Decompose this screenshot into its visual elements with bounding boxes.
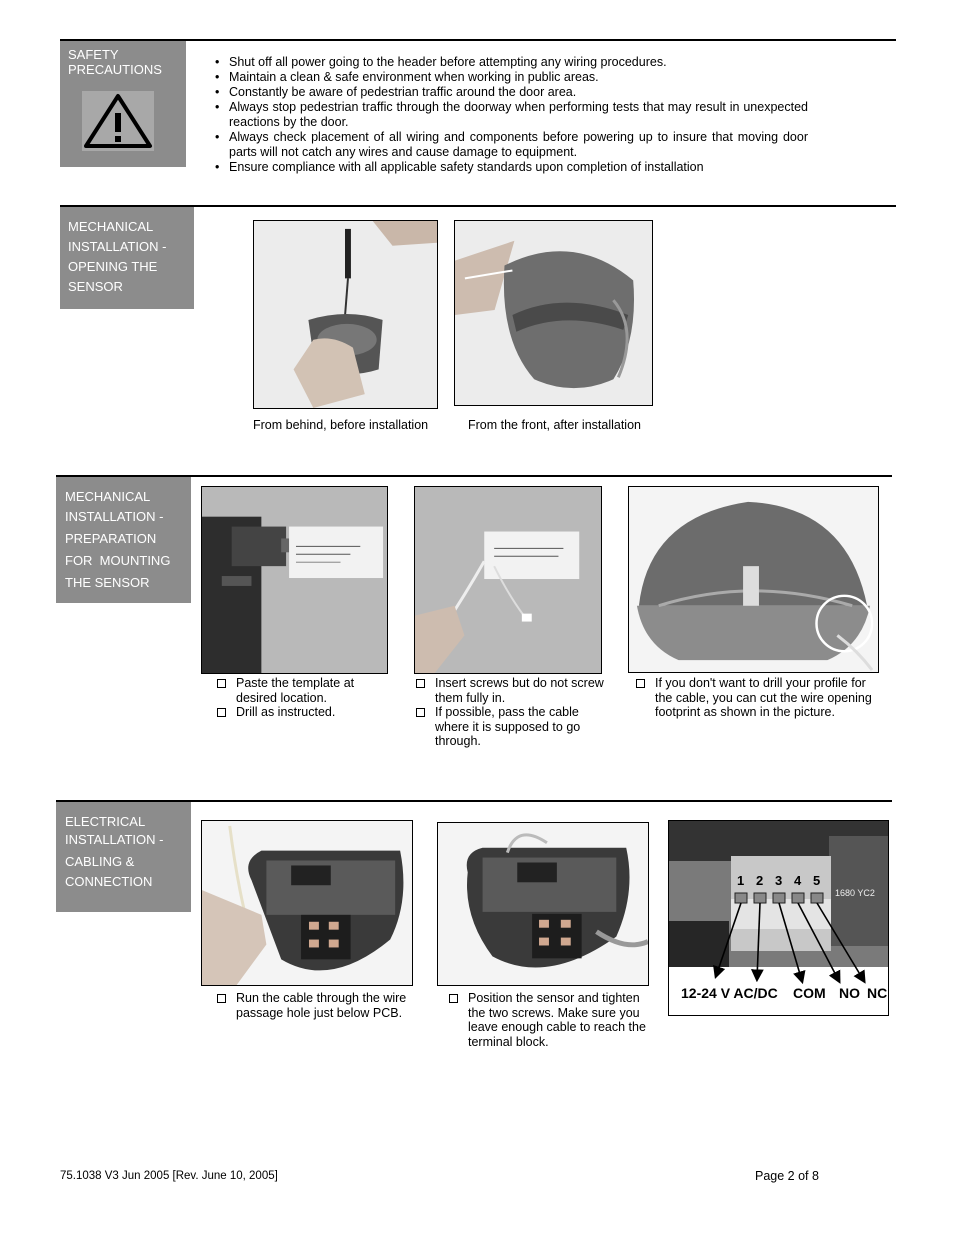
list-item: Paste the template at desired location. (215, 676, 365, 705)
heading-line: FOR MOUNTING (65, 553, 171, 568)
terminal-number: 1 (737, 873, 745, 888)
photo-wire-opening (628, 486, 879, 673)
list-item: Insert screws but do not screw them fully in. (414, 676, 609, 705)
photo-sensor-behind (253, 220, 438, 409)
heading-line: ELECTRICAL (65, 814, 146, 829)
heading-line: OPENING THE (68, 259, 158, 274)
list-item: • Maintain a clean & safe environment when working in public areas. (212, 70, 808, 85)
caption-behind: From behind, before installation (253, 418, 429, 432)
list-item: • Always check placement of all wiring and components before powering up to insure that moving door parts will not catch any wires and cause damage to equipment. (212, 130, 808, 160)
list-item: • Constantly be aware of pedestrian traffic around the door area. (212, 85, 808, 100)
list-item: If you don't want to drill your profile for the cable, you can cut the wire opening footprint as shown in the picture. (634, 676, 874, 720)
opening-heading (60, 207, 194, 309)
prep-steps-3 (634, 676, 874, 720)
terminal-number: 2 (756, 873, 764, 888)
list-item: • Ensure compliance with all applicable safety standards upon completion of installation (212, 160, 808, 175)
terminal-number: 5 (813, 873, 821, 888)
preparation-heading (56, 477, 191, 603)
photo-sensor-front (454, 220, 653, 406)
prep-steps-1 (215, 676, 365, 720)
list-item: Run the cable through the wire passage hole just below PCB. (215, 991, 410, 1020)
list-item: If possible, pass the cable where it is supposed to go through. (414, 705, 609, 749)
heading-line: PREPARATION (65, 531, 157, 546)
elec-steps-1 (215, 991, 410, 1020)
photo-screws (414, 486, 602, 674)
elec-steps-2 (447, 991, 652, 1049)
photo-sensor-position (437, 822, 649, 986)
prep-steps-2 (414, 676, 609, 749)
heading-line: MECHANICAL (68, 219, 154, 234)
list-item: Position the sensor and tighten the two screws. Make sure you leave enough cable to reach the terminal block. (447, 991, 652, 1049)
electrical-heading (56, 802, 191, 912)
list-item: Drill as instructed. (215, 705, 365, 720)
board-marking: 1680 YC2 (835, 888, 875, 898)
photo-drilling (201, 486, 388, 674)
heading-line: INSTALLATION - (65, 832, 164, 847)
heading-line: INSTALLATION - (65, 509, 164, 524)
list-item: • Always stop pedestrian traffic through the doorway when performing tests that may result in unexpected reactions by the door. (212, 100, 808, 130)
heading-line: MECHANICAL (65, 489, 151, 504)
footer-doc-id: 75.1038 V3 Jun 2005 [Rev. June 10, 2005] (60, 1170, 278, 1182)
list-item: • Shut off all power going to the header before attempting any wiring procedures. (212, 55, 808, 70)
terminal-number: 4 (794, 873, 802, 888)
heading-line: SAFETY (68, 47, 119, 62)
caption-front: From the front, after installation (468, 418, 641, 432)
terminal-label-com: COM (793, 985, 826, 1001)
terminal-label-nc: NC (867, 985, 888, 1001)
heading-line: INSTALLATION - (68, 239, 167, 254)
heading-line: SENSOR (68, 279, 123, 294)
warning-triangle-icon (82, 91, 154, 151)
photo-cable-through-hole (201, 820, 413, 986)
heading-line: CABLING & (65, 854, 135, 869)
terminal-label-power: 12-24 V AC/DC (681, 985, 778, 1001)
terminal-number: 3 (775, 873, 783, 888)
terminal-label-no: NO (839, 985, 860, 1001)
safety-heading (60, 41, 186, 167)
heading-line: CONNECTION (65, 874, 153, 889)
heading-line: THE SENSOR (65, 575, 150, 590)
heading-line: PRECAUTIONS (68, 62, 162, 77)
footer-page-number: Page 2 of 8 (755, 1169, 819, 1183)
terminal-block-figure (668, 820, 889, 1016)
safety-list (212, 55, 808, 175)
